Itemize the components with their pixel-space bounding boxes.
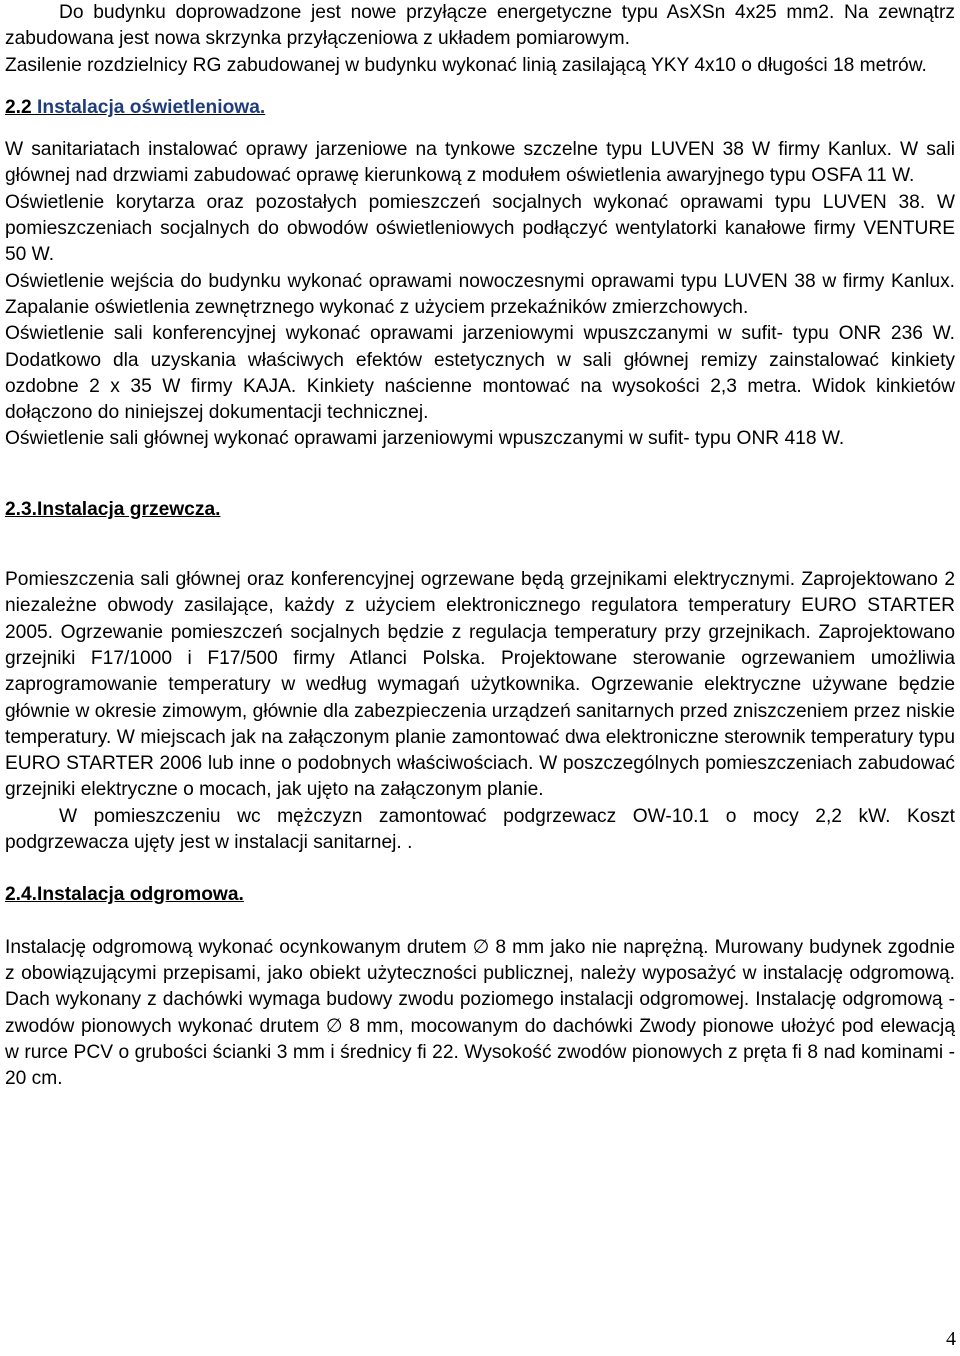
section-number: 2.3. [5,498,38,520]
section-heading-heating [5,497,955,523]
page-number: 4 [946,1328,956,1350]
spacer [5,523,955,567]
section-number: 2.4. [5,884,38,906]
lightning-protection-paragraph: Instalację odgromową wykonać ocynkowanym drutem ∅ 8 mm jako nie naprężną. Murowany budynek zgodnie z obowiązującymi przepisami, jako obiekt użyteczności publicznej, należy wyposażyć w instalację odgromową. Dach wykonany z dachówki wymaga budowy zwodu poziomego instalacji odgromowej. Instalację odgromową - zwodów pionowych wykonać drutem ∅ 8 mm, mocowanym do dachówki Zwody pionowe ułożyć pod elewacją w rurce PCV o grubości ścianki 3 mm i średnicy fi 22. Wysokość zwodów pionowych z pręta fi 8 nad kominami - 20 cm. [5,936,955,1090]
section-title: Instalacja oświetleniowa. [37,96,266,118]
section-title: Instalacja odgromowa. [37,884,244,906]
lighting-paragraph-1: W sanitariatach instalować oprawy jarzeniowe na tynkowe szczelne typu LUVEN 38 W firmy Kanlux. W sali głównej nad drzwiami zabudować oprawę kierunkową z modułem oświetlenia awaryjnego typu OSFA 11 W. [5,139,955,187]
document-page [5,0,955,1092]
spacer [5,856,955,882]
lighting-paragraph-3: Oświetlenie wejścia do budynku wykonać oprawami nowoczesnymi oprawami typu LUVEN 38 w firmy Kanlux. Zapalanie oświetlenia zewnętrznego wykonać z użyciem przekaźników zmierzchowych. [5,270,955,318]
heating-paragraph-2: W pomieszczeniu wc mężczyzn zamontować podgrzewacz OW-10.1 o mocy 2,2 kW. Koszt podgrzewacza ujęty jest w instalacji sanitarnej. . [5,805,955,854]
spacer [5,909,955,935]
spacer [5,79,955,95]
heating-paragraph-1: Pomieszczenia sali głównej oraz konferencyjnej ogrzewane będą grzejnikami elektrycznymi. Zaprojektowano 2 niezależne obwody zasilające, każdy z użyciem elektronicznego regulatora temperatury EURO STARTER 2005. Ogrzewanie pomieszczeń socjalnych będzie z regulacja temperatury przy grzejnikach. Zaprojektowano grzejniki F17/1000 i F17/500 firmy Atlanci Polska. Projektowane sterowanie ogrzewaniem umożliwia zaprogramowanie temperatury w według wymagań użytkownika. Ogrzewanie elektryczne używane będzie głównie w okresie zimowym, głównie dla zabezpieczenia urządzeń sanitarnych przed zniszczeniem przez niskie temperatury. W miejscach jak na załączonym planie zamontować dwa elektroniczne sterownik temperatury typu EURO STARTER 2006 lub inne o podobnych właściwościach. W poszczególnych pomieszczeniach zabudować grzejniki elektryczne o mocach, jak ujęto na załączonym planie. [5,569,955,801]
section-heading-lighting [5,95,955,121]
spacer [5,121,955,137]
intro-paragraph-1: Do budynku doprowadzone jest nowe przyłącze energetyczne typu AsXSn 4x25 mm2. Na zewnątrz zabudowana jest nowa skrzynka przyłączeniowa z układem pomiarowym. [5,2,955,50]
lighting-paragraph-4: Oświetlenie sali konferencyjnej wykonać oprawami jarzeniowymi wpuszczanymi w sufit- typu ONR 236 W. Dodatkowo dla uzyskania właściwych efektów estetycznych w sali głównej remizy zainstalować kinkiety ozdobne 2 x 35 W firmy KAJA. Kinkiety naścienne montować na wysokości 2,3 metra. Widok kinkietów dołączono do niniejszej dokumentacji technicznej. [5,323,955,424]
section-title: Instalacja grzewcza. [37,498,221,520]
spacer [5,453,955,497]
lighting-paragraph-2: Oświetlenie korytarza oraz pozostałych pomieszczeń socjalnych wykonać oprawami typu LUVEN 38. W pomieszczeniach socjalnych do obwodów oświetleniowych podłączyć wentylatorki kanałowe firmy VENTURE 50 W. [5,191,955,266]
intro-paragraph-2: Zasilenie rozdzielnicy RG zabudowanej w budynku wykonać linią zasilającą YKY 4x10 o długości 18 metrów. [5,54,927,76]
lighting-paragraph-5: Oświetlenie sali głównej wykonać oprawami jarzeniowymi wpuszczanymi w sufit- typu ONR 418 W. [5,428,845,450]
section-number: 2.2 [5,96,38,118]
section-heading-lightning-protection [5,882,955,908]
